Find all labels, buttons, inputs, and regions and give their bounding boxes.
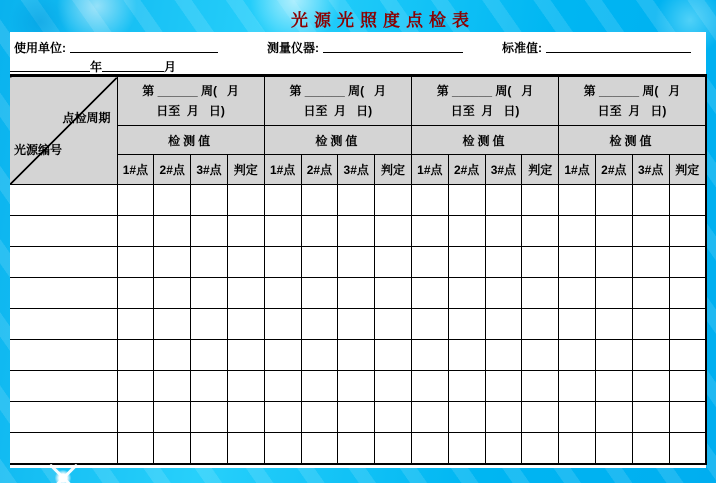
value-cell bbox=[411, 216, 448, 247]
value-cell bbox=[375, 433, 412, 464]
value-cell bbox=[522, 340, 559, 371]
value-cell bbox=[411, 371, 448, 402]
value-cell bbox=[264, 309, 301, 340]
value-cell bbox=[559, 433, 596, 464]
value-cell bbox=[338, 371, 375, 402]
value-cell bbox=[411, 278, 448, 309]
point-col: 判定 bbox=[227, 155, 264, 185]
point-col: 判定 bbox=[375, 155, 412, 185]
value-cell bbox=[632, 278, 669, 309]
value-cell bbox=[559, 309, 596, 340]
value-cell bbox=[154, 278, 191, 309]
value-cell bbox=[154, 433, 191, 464]
point-col: 3#点 bbox=[485, 155, 522, 185]
source-number-cell bbox=[10, 340, 117, 371]
instrument-blank-line bbox=[323, 40, 463, 53]
value-cell bbox=[154, 247, 191, 278]
value-cell bbox=[485, 371, 522, 402]
value-cell bbox=[191, 278, 228, 309]
value-cell bbox=[264, 371, 301, 402]
value-cell bbox=[559, 371, 596, 402]
value-cell bbox=[338, 247, 375, 278]
value-cell bbox=[191, 402, 228, 433]
value-cell bbox=[632, 309, 669, 340]
value-cell bbox=[632, 402, 669, 433]
value-cell bbox=[448, 340, 485, 371]
detect-value-header-2: 检测值 bbox=[264, 126, 411, 155]
point-col: 2#点 bbox=[595, 155, 632, 185]
value-cell bbox=[154, 371, 191, 402]
value-cell bbox=[191, 247, 228, 278]
unit-blank-line bbox=[70, 40, 218, 53]
week-line1: 第 ______ 周( 月 bbox=[142, 84, 239, 98]
value-cell bbox=[595, 402, 632, 433]
value-cell bbox=[117, 216, 154, 247]
value-cell bbox=[411, 309, 448, 340]
value-cell bbox=[522, 185, 559, 216]
table-row bbox=[10, 433, 706, 464]
value-cell bbox=[448, 371, 485, 402]
value-cell bbox=[559, 247, 596, 278]
source-number-cell bbox=[10, 371, 117, 402]
value-cell bbox=[522, 278, 559, 309]
value-cell bbox=[264, 216, 301, 247]
form-header-line1 bbox=[10, 39, 706, 57]
value-cell bbox=[485, 433, 522, 464]
value-cell bbox=[559, 402, 596, 433]
value-cell bbox=[669, 433, 706, 464]
value-cell bbox=[191, 340, 228, 371]
value-cell bbox=[154, 309, 191, 340]
year-blank-line bbox=[10, 59, 90, 72]
value-cell bbox=[669, 402, 706, 433]
inspection-table bbox=[10, 74, 707, 465]
value-cell bbox=[301, 340, 338, 371]
value-cell bbox=[485, 309, 522, 340]
value-cell bbox=[264, 185, 301, 216]
value-cell bbox=[522, 371, 559, 402]
value-cell bbox=[669, 216, 706, 247]
value-cell bbox=[595, 185, 632, 216]
value-cell bbox=[227, 433, 264, 464]
point-col: 2#点 bbox=[448, 155, 485, 185]
value-cell bbox=[485, 216, 522, 247]
table-body bbox=[10, 185, 706, 464]
value-cell bbox=[595, 340, 632, 371]
value-cell bbox=[117, 433, 154, 464]
value-cell bbox=[117, 340, 154, 371]
value-cell bbox=[375, 371, 412, 402]
table-row bbox=[10, 247, 706, 278]
value-cell bbox=[595, 278, 632, 309]
week-line2: 日至 月 日) bbox=[156, 104, 225, 118]
value-cell bbox=[448, 402, 485, 433]
value-cell bbox=[669, 247, 706, 278]
value-cell bbox=[485, 402, 522, 433]
value-cell bbox=[301, 278, 338, 309]
value-cell bbox=[632, 340, 669, 371]
table-row bbox=[10, 340, 706, 371]
value-cell bbox=[301, 216, 338, 247]
value-cell bbox=[595, 309, 632, 340]
table-row bbox=[10, 216, 706, 247]
point-col: 1#点 bbox=[117, 155, 154, 185]
value-cell bbox=[448, 278, 485, 309]
table-row bbox=[10, 278, 706, 309]
value-cell bbox=[154, 402, 191, 433]
week-group-header-2 bbox=[264, 76, 411, 126]
value-cell bbox=[448, 185, 485, 216]
value-cell bbox=[264, 247, 301, 278]
value-cell bbox=[154, 185, 191, 216]
year-label: 年 bbox=[90, 60, 103, 74]
value-cell bbox=[485, 278, 522, 309]
standard-value-blank-line bbox=[546, 40, 691, 53]
point-col: 2#点 bbox=[301, 155, 338, 185]
value-cell bbox=[301, 371, 338, 402]
value-cell bbox=[227, 402, 264, 433]
value-cell bbox=[191, 309, 228, 340]
week-header-row bbox=[10, 76, 706, 126]
value-cell bbox=[191, 185, 228, 216]
value-cell bbox=[375, 309, 412, 340]
value-cell bbox=[338, 402, 375, 433]
detect-value-header-3: 检测值 bbox=[411, 126, 558, 155]
value-cell bbox=[522, 309, 559, 340]
standard-value-label: 标准值: bbox=[502, 41, 542, 55]
value-cell bbox=[191, 371, 228, 402]
week-line1: 第 ______ 周( 月 bbox=[289, 84, 387, 98]
value-cell bbox=[559, 216, 596, 247]
value-cell bbox=[117, 278, 154, 309]
value-cell bbox=[117, 247, 154, 278]
source-number-cell bbox=[10, 433, 117, 464]
value-cell bbox=[595, 216, 632, 247]
value-cell bbox=[375, 402, 412, 433]
value-cell bbox=[191, 433, 228, 464]
value-cell bbox=[595, 433, 632, 464]
table-row bbox=[10, 309, 706, 340]
source-number-cell bbox=[10, 278, 117, 309]
week-line2: 日至 月 日) bbox=[303, 104, 373, 118]
unit-field bbox=[14, 39, 218, 56]
value-cell bbox=[375, 185, 412, 216]
corner-cell bbox=[10, 76, 117, 185]
value-cell bbox=[632, 247, 669, 278]
value-cell bbox=[411, 340, 448, 371]
month-label: 月 bbox=[164, 60, 177, 74]
value-cell bbox=[338, 185, 375, 216]
month-blank-line bbox=[102, 59, 164, 72]
form-sheet bbox=[10, 32, 706, 468]
instrument-field bbox=[267, 39, 463, 56]
value-cell bbox=[338, 278, 375, 309]
week-line2: 日至 月 日) bbox=[450, 104, 520, 118]
value-cell bbox=[264, 340, 301, 371]
value-cell bbox=[522, 402, 559, 433]
source-number-cell bbox=[10, 402, 117, 433]
value-cell bbox=[191, 216, 228, 247]
value-cell bbox=[227, 371, 264, 402]
detect-value-header-1: 检测值 bbox=[117, 126, 264, 155]
value-cell bbox=[411, 247, 448, 278]
value-cell bbox=[411, 185, 448, 216]
value-cell bbox=[227, 216, 264, 247]
value-cell bbox=[227, 185, 264, 216]
value-cell bbox=[227, 247, 264, 278]
value-cell bbox=[227, 309, 264, 340]
week-line1: 第 ______ 周( 月 bbox=[583, 84, 681, 98]
value-cell bbox=[485, 247, 522, 278]
point-col: 3#点 bbox=[191, 155, 228, 185]
value-cell bbox=[375, 247, 412, 278]
point-col: 判定 bbox=[522, 155, 559, 185]
instrument-label: 测量仪器: bbox=[267, 41, 319, 55]
value-cell bbox=[448, 309, 485, 340]
value-cell bbox=[117, 309, 154, 340]
value-cell bbox=[154, 340, 191, 371]
week-group-header-4 bbox=[559, 76, 706, 126]
value-cell bbox=[522, 433, 559, 464]
value-cell bbox=[669, 371, 706, 402]
value-cell bbox=[632, 433, 669, 464]
point-col: 判定 bbox=[669, 155, 706, 185]
value-cell bbox=[522, 247, 559, 278]
point-col: 1#点 bbox=[559, 155, 596, 185]
value-cell bbox=[485, 185, 522, 216]
page-title: 光源光照度点检表 bbox=[291, 11, 475, 30]
point-col: 3#点 bbox=[338, 155, 375, 185]
week-group-header-1 bbox=[117, 76, 264, 126]
source-number-cell bbox=[10, 216, 117, 247]
table-row bbox=[10, 371, 706, 402]
value-cell bbox=[669, 309, 706, 340]
value-cell bbox=[669, 340, 706, 371]
point-col: 1#点 bbox=[411, 155, 448, 185]
week-line2: 日至 月 日) bbox=[597, 104, 667, 118]
value-cell bbox=[117, 402, 154, 433]
year-month-field bbox=[10, 58, 176, 75]
value-cell bbox=[595, 247, 632, 278]
value-cell bbox=[301, 309, 338, 340]
point-col: 2#点 bbox=[154, 155, 191, 185]
source-number-cell bbox=[10, 185, 117, 216]
value-cell bbox=[264, 402, 301, 433]
value-cell bbox=[301, 185, 338, 216]
value-cell bbox=[301, 433, 338, 464]
value-cell bbox=[632, 185, 669, 216]
value-cell bbox=[264, 433, 301, 464]
value-cell bbox=[117, 371, 154, 402]
value-cell bbox=[375, 278, 412, 309]
value-cell bbox=[375, 216, 412, 247]
table-row bbox=[10, 402, 706, 433]
value-cell bbox=[338, 340, 375, 371]
value-cell bbox=[559, 278, 596, 309]
value-cell bbox=[117, 185, 154, 216]
value-cell bbox=[375, 340, 412, 371]
value-cell bbox=[595, 371, 632, 402]
point-col: 3#点 bbox=[632, 155, 669, 185]
value-cell bbox=[632, 216, 669, 247]
standard-value-field bbox=[502, 39, 691, 56]
value-cell bbox=[522, 216, 559, 247]
value-cell bbox=[338, 309, 375, 340]
value-cell bbox=[632, 371, 669, 402]
point-col: 1#点 bbox=[264, 155, 301, 185]
source-number-cell bbox=[10, 247, 117, 278]
corner-label-cycle: 点检周期 bbox=[62, 111, 111, 125]
value-cell bbox=[669, 278, 706, 309]
value-cell bbox=[338, 216, 375, 247]
value-cell bbox=[559, 340, 596, 371]
value-cell bbox=[154, 216, 191, 247]
value-cell bbox=[559, 185, 596, 216]
unit-label: 使用单位: bbox=[14, 41, 66, 55]
value-cell bbox=[485, 340, 522, 371]
value-cell bbox=[411, 433, 448, 464]
value-cell bbox=[448, 433, 485, 464]
value-cell bbox=[301, 247, 338, 278]
detect-value-header-4: 检测值 bbox=[559, 126, 706, 155]
value-cell bbox=[338, 433, 375, 464]
table-row bbox=[10, 185, 706, 216]
value-cell bbox=[669, 185, 706, 216]
week-group-header-3 bbox=[411, 76, 558, 126]
value-cell bbox=[301, 402, 338, 433]
value-cell bbox=[227, 340, 264, 371]
week-line1: 第 ______ 周( 月 bbox=[436, 84, 534, 98]
value-cell bbox=[264, 278, 301, 309]
value-cell bbox=[411, 402, 448, 433]
table-head bbox=[10, 76, 706, 185]
value-cell bbox=[227, 278, 264, 309]
value-cell bbox=[448, 247, 485, 278]
source-number-cell bbox=[10, 309, 117, 340]
corner-label-source: 光源编号 bbox=[14, 143, 63, 157]
value-cell bbox=[448, 216, 485, 247]
